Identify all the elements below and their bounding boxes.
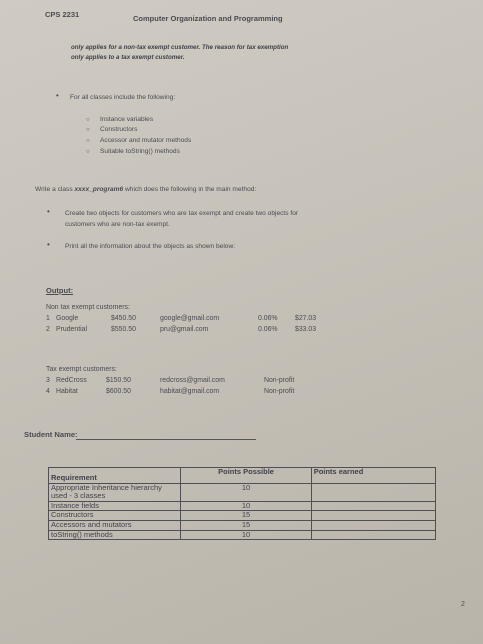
- bullet-icon: •: [56, 91, 59, 100]
- program-name: xxxx_program6: [74, 186, 124, 193]
- class-item: Constructors: [100, 126, 138, 133]
- output-cell: redcross@gmail.com: [160, 377, 225, 384]
- output-cell: 0.06%: [258, 326, 278, 333]
- earned-cell[interactable]: [311, 511, 435, 521]
- output-cell: Habitat: [56, 388, 78, 395]
- circle-bullet-icon: ○: [86, 117, 90, 123]
- step-2-line-1: Print all the information about the objects as shown below:: [65, 243, 236, 250]
- table-row: [49, 483, 436, 501]
- page-number: 2: [461, 601, 465, 608]
- output-cell: Non-profit: [264, 388, 295, 395]
- table-row: [49, 520, 436, 530]
- output-cell: 2: [46, 326, 50, 333]
- table-row: [49, 468, 436, 484]
- circle-bullet-icon: ○: [86, 149, 90, 155]
- output-cell: pru@gmail.com: [160, 326, 209, 333]
- task-instruction: Write a class xxxx_program6 which does the following in the main method:: [35, 186, 257, 193]
- non-tax-heading: Non tax exempt customers:: [46, 304, 130, 311]
- circle-bullet-icon: ○: [86, 127, 90, 133]
- requirement-cell: Instance fields: [49, 501, 181, 511]
- output-cell: Non-profit: [264, 377, 295, 384]
- requirement-cell: Accessors and mutators: [49, 520, 181, 530]
- output-cell: Prudential: [56, 326, 88, 333]
- output-cell: 1: [46, 315, 50, 322]
- output-cell: $600.50: [106, 388, 131, 395]
- class-item: Accessor and mutator methods: [100, 137, 192, 144]
- class-item: Suitable toString() methods: [100, 148, 180, 155]
- output-cell: google@gmail.com: [160, 315, 220, 322]
- output-cell: RedCross: [56, 377, 87, 384]
- course-title: Computer Organization and Programming: [133, 14, 283, 23]
- output-cell: 3: [46, 377, 50, 384]
- points-cell: 10: [181, 483, 311, 501]
- requirement-cell: Appropriate Inheritance hierarchy used - 3 classes: [49, 483, 181, 501]
- tax-heading: Tax exempt customers:: [46, 366, 117, 373]
- note-line-1: only applies for a non-tax exempt customer. The reason for tax exemption: [71, 44, 289, 51]
- output-label: Output:: [46, 286, 74, 295]
- requirement-cell: toString() methods: [49, 530, 181, 540]
- points-cell: 10: [181, 530, 311, 540]
- header-requirement: Requirement: [49, 468, 181, 484]
- note-line-2: only applies to a tax exempt customer.: [71, 54, 185, 61]
- student-name-line[interactable]: [76, 431, 256, 440]
- header-points-earned: Points earned: [311, 468, 435, 484]
- step-1-line-2: customers who are non-tax exempt.: [65, 221, 170, 228]
- output-cell: $33.03: [295, 326, 317, 333]
- bullet-icon: •: [47, 240, 50, 249]
- requirement-cell: Constructors: [49, 511, 181, 521]
- output-cell: $27.03: [295, 315, 317, 322]
- points-cell: 10: [181, 501, 311, 511]
- output-cell: $450.50: [111, 315, 136, 322]
- header-points-possible: Points Possible: [181, 468, 311, 484]
- bullet-icon: •: [47, 207, 50, 216]
- output-cell: 0.06%: [258, 315, 278, 322]
- earned-cell[interactable]: [311, 483, 435, 501]
- points-cell: 15: [181, 511, 311, 521]
- course-code: CPS 2231: [45, 10, 80, 19]
- earned-cell[interactable]: [311, 530, 435, 540]
- output-cell: $550.50: [111, 326, 136, 333]
- earned-cell[interactable]: [311, 501, 435, 511]
- step-1-line-1: Create two objects for customers who are tax exempt and create two objects for: [65, 210, 299, 217]
- output-cell: $150.50: [106, 377, 131, 384]
- class-item: Instance variables: [100, 116, 154, 123]
- output-cell: 4: [46, 388, 50, 395]
- points-cell: 15: [181, 520, 311, 530]
- earned-cell[interactable]: [311, 520, 435, 530]
- student-name-label: Student Name:: [24, 430, 78, 439]
- rubric-table: [48, 467, 436, 540]
- classes-intro: For all classes include the following:: [70, 94, 176, 101]
- output-cell: Google: [56, 315, 79, 322]
- output-cell: habitat@gmail.com: [160, 388, 220, 395]
- table-row: [49, 530, 436, 540]
- circle-bullet-icon: ○: [86, 138, 90, 144]
